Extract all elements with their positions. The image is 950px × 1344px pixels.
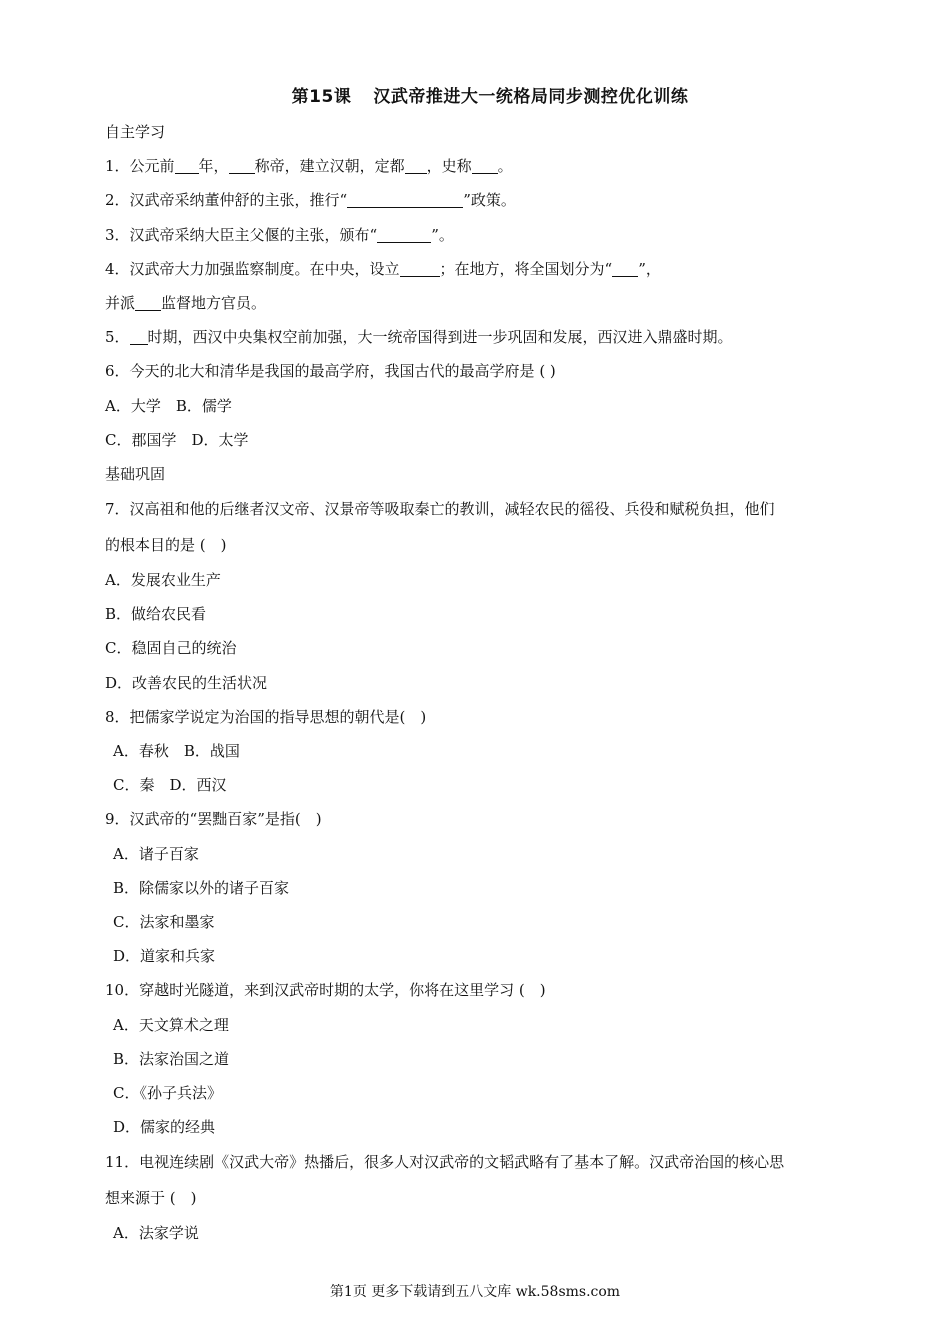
section-heading-basics: 基础巩固 <box>105 464 166 483</box>
question-6-options-cd: C．郡国学 D．太学 <box>105 430 249 449</box>
lesson-number: 第15课 <box>291 87 352 107</box>
blank-policy <box>347 191 463 208</box>
question-7-stem-continued: 的根本目的是 ( ) <box>105 536 227 555</box>
blank-decree <box>377 226 431 243</box>
question-10-stem: 10．穿越时光隧道，来到汉武帝时期的太学，你将在这里学习 ( ) <box>105 981 546 1000</box>
question-7-option-d: D．改善农民的生活状况 <box>105 673 268 692</box>
question-10-option-c: C．《孙子兵法》 <box>113 1083 222 1102</box>
question-8-stem: 8．把儒家学说定为治国的指导思想的朝代是( ) <box>105 707 427 726</box>
question-6-options-ab: A．大学 B．儒学 <box>105 396 232 415</box>
blank-officials <box>135 294 161 311</box>
question-1: 1．公元前 年， 称帝，建立汉朝，定都 ，史称 。 <box>105 157 513 176</box>
question-7-option-b: B．做给农民看 <box>105 605 207 624</box>
exercise-content <box>105 115 865 1250</box>
question-4-continued: 并派 监督地方官员。 <box>105 293 267 312</box>
question-10-option-a: A．天文算术之理 <box>113 1015 229 1034</box>
question-9-option-d: D．道家和兵家 <box>113 947 216 966</box>
blank-period <box>130 328 148 345</box>
question-5: 5． 时期，西汉中央集权空前加强，大一统帝国得到进一步巩固和发展，西汉进入鼎盛时期。 <box>105 328 733 347</box>
question-11-stem: 11．电视连续剧《汉武大帝》热播后，很多人对汉武帝的文韬武略有了基本了解。汉武帝治国的核心思 <box>105 1153 785 1172</box>
blank-person <box>229 157 255 174</box>
blank-dynasty <box>472 157 498 174</box>
question-11-option-a: A．法家学说 <box>113 1224 199 1243</box>
blank-capital <box>405 157 427 174</box>
question-7-stem: 7．汉高祖和他的后继者汉文帝、汉景帝等吸取秦亡的教训，减轻农民的徭役、兵役和赋税负担，他们 <box>105 500 775 519</box>
question-6-stem: 6．今天的北大和清华是我国的最高学府，我国古代的最高学府是 ( ) <box>105 362 556 381</box>
section-heading-self-study: 自主学习 <box>105 123 166 141</box>
question-7-option-c: C．稳固自己的统治 <box>105 639 237 658</box>
lesson-name: 汉武帝推进大一统格局同步测控优化训练 <box>373 87 689 107</box>
question-3: 3．汉武帝采纳大臣主父偃的主张，颁布“ ”。 <box>105 225 454 244</box>
question-9-option-a: A．诸子百家 <box>113 844 199 863</box>
page-footer: 第1页 更多下载请到五八文库 wk.58sms.com <box>329 1284 621 1300</box>
question-9-option-c: C．法家和墨家 <box>113 912 215 931</box>
question-2: 2．汉武帝采纳董仲舒的主张，推行“ ”政策。 <box>105 191 516 210</box>
page-title <box>0 82 950 107</box>
question-8-options-ab: A．春秋 B．战国 <box>113 742 240 760</box>
question-10-option-d: D．儒家的经典 <box>113 1118 216 1137</box>
question-4: 4．汉武帝大力加强监察制度。在中央，设立 ；在地方，将全国划分为“ ”， <box>105 259 661 278</box>
blank-regions <box>612 260 638 277</box>
blank-central-office <box>400 260 440 277</box>
question-10-option-b: B．法家治国之道 <box>113 1049 230 1068</box>
question-9-option-b: B．除儒家以外的诸子百家 <box>113 878 290 897</box>
question-9-stem: 9．汉武帝的“罢黜百家”是指( ) <box>105 810 322 829</box>
question-8-options-cd: C．秦 D．西汉 <box>113 776 227 795</box>
question-7-option-a: A．发展农业生产 <box>105 571 221 590</box>
question-11-stem-continued: 想来源于 ( ) <box>105 1189 197 1208</box>
blank-year <box>175 157 199 174</box>
